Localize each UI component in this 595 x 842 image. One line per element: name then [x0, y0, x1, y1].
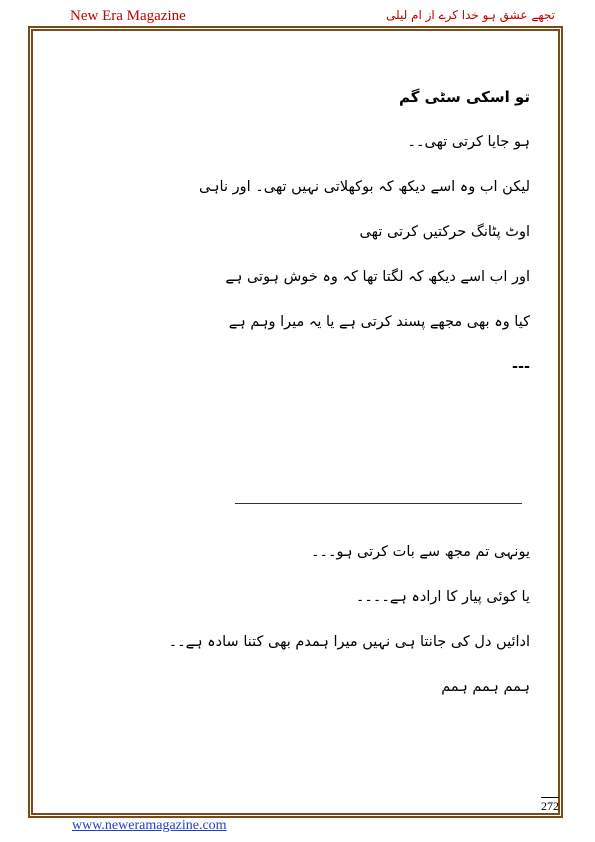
text-line: یا کوئی پیار کا ارادہ ہے۔۔۔۔: [355, 589, 530, 605]
text-line: ہو جایا کرتی تھی۔۔: [407, 134, 530, 150]
magazine-name: New Era Magazine: [70, 8, 186, 24]
section-divider: [235, 503, 522, 504]
page-number: 272: [541, 799, 559, 813]
text-line: یونہی تم مجھ سے بات کرتی ہو۔۔۔: [310, 544, 530, 560]
text-line: اوٹ پٹانگ حرکتیں کرتی تھی: [359, 224, 530, 240]
text-line: ادائیں دل کی جانتا ہی نہیں میرا ہمدم بھی کتنا سادہ ہے۔۔: [168, 634, 530, 650]
text-line: لیکن اب وہ اسے دیکھ کہ بوکھلاتی نہیں تھی۔ اور ناہی: [198, 179, 530, 195]
website-link[interactable]: www.neweramagazine.com: [72, 818, 227, 833]
text-line: کیا وہ بھی مجھے پسند کرتی ہے یا یہ میرا وہم ہے: [228, 314, 530, 330]
text-line: تو اسکی سٹی گم: [398, 88, 530, 106]
body-text-top: [60, 75, 530, 390]
scene-break: ---: [511, 359, 530, 375]
body-text-bottom: [60, 530, 530, 710]
book-title: تجھے عشق ہو خدا کرے از ام لیلی: [385, 8, 555, 22]
text-line: اور اب اسے دیکھ کہ لگتا تھا کہ وہ خوش ہوتی ہے: [225, 269, 530, 285]
text-line: ہمم ہمم ہمم: [441, 679, 530, 695]
